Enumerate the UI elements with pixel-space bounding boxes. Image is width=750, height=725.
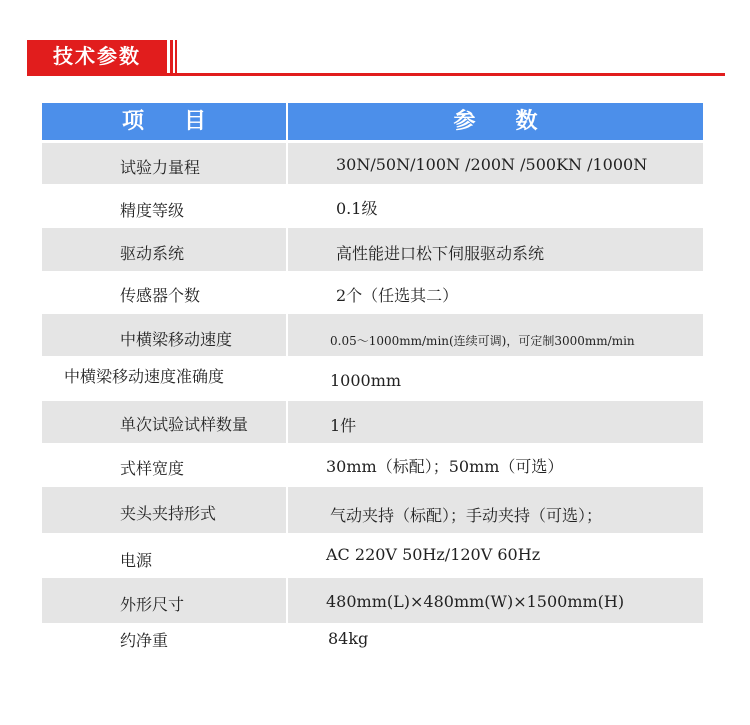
section-header — [27, 40, 725, 77]
row-value: 480mm(L)×480mm(W)×1500mm(H) — [326, 592, 625, 611]
table-row — [42, 487, 703, 533]
row-value: 2个（任选其二） — [336, 286, 459, 305]
header-stripe — [175, 40, 177, 73]
row-label: 试验力量程 — [120, 158, 201, 177]
column-header-param: 参数 — [288, 103, 703, 140]
table-row — [42, 271, 703, 314]
row-label: 外形尺寸 — [120, 595, 185, 614]
row-label: 中横梁移动速度准确度 — [64, 367, 225, 386]
row-label: 夹头夹持形式 — [120, 504, 217, 523]
table-row — [42, 184, 703, 228]
row-label: 电源 — [120, 551, 153, 570]
row-label: 精度等级 — [120, 201, 185, 220]
table-header — [42, 103, 703, 140]
table-row — [42, 623, 703, 663]
row-label: 驱动系统 — [120, 244, 185, 263]
table-row — [42, 401, 703, 443]
row-value: 气动夹持（标配）；手动夹持（可选）； — [330, 506, 603, 525]
row-value: 30mm（标配）；50mm（可选） — [326, 457, 564, 476]
table-row — [42, 143, 703, 184]
row-value: 84kg — [328, 629, 369, 648]
row-value: 1件 — [330, 416, 357, 435]
row-value: 30N/50N/100N /200N /500KN /1000N — [336, 155, 648, 174]
section-title: 技术参数 — [27, 40, 167, 73]
row-value: 0.05～1000mm/min(连续可调)，可定制3000mm/min — [330, 334, 635, 348]
row-label: 传感器个数 — [120, 286, 201, 305]
row-label: 约净重 — [120, 631, 169, 650]
table-row — [42, 356, 703, 401]
row-label: 中横梁移动速度 — [120, 330, 233, 349]
header-underline — [27, 73, 725, 76]
row-value: 0.1级 — [336, 199, 378, 218]
row-label: 单次试验试样数量 — [120, 415, 249, 434]
table-row — [42, 443, 703, 487]
row-value: 高性能进口松下伺服驱动系统 — [336, 244, 545, 263]
row-value: AC 220V 50Hz/120V 60Hz — [326, 545, 541, 564]
row-value: 1000mm — [330, 371, 402, 390]
table-row — [42, 228, 703, 271]
table-row — [42, 533, 703, 578]
header-stripe — [170, 40, 173, 73]
row-label: 式样宽度 — [120, 459, 185, 478]
table-row — [42, 578, 703, 623]
spec-table — [42, 103, 703, 650]
column-header-item: 项目 — [42, 103, 286, 140]
table-row — [42, 314, 703, 356]
